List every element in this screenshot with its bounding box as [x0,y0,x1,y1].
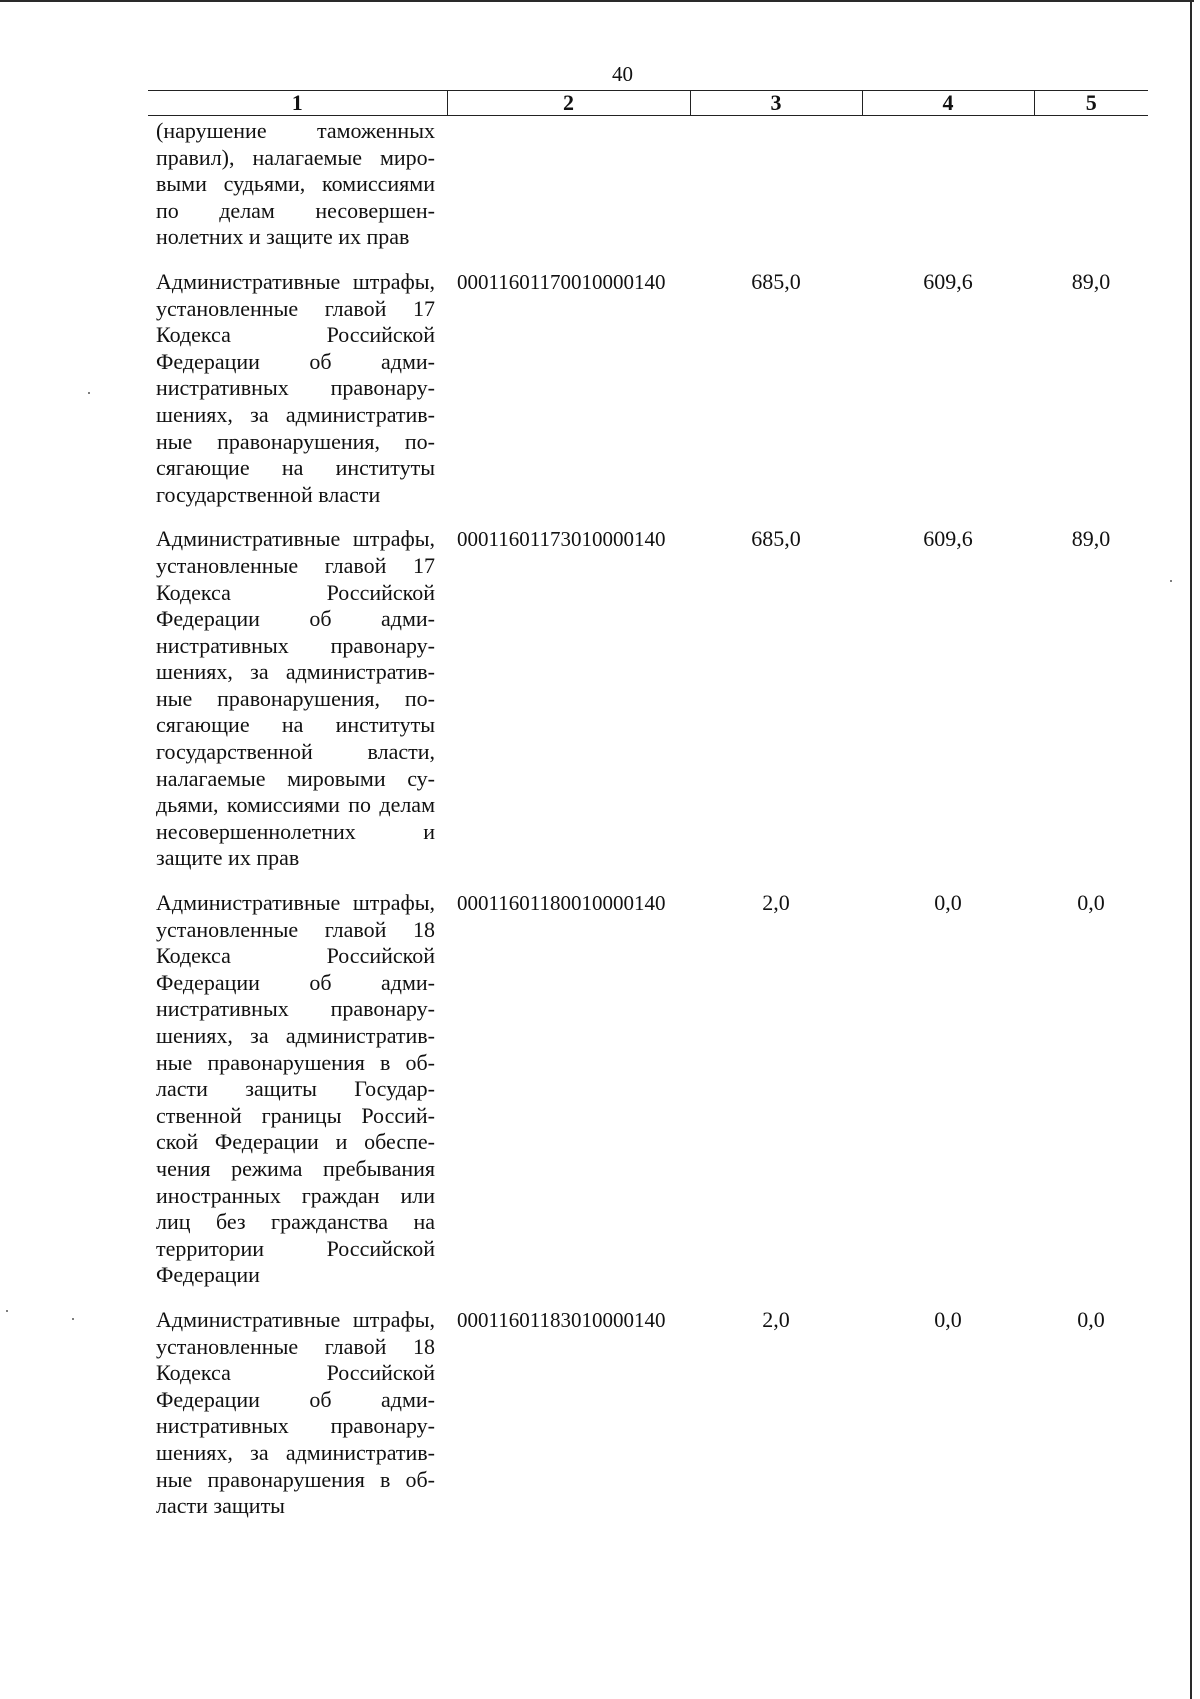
row-value-col5: 89,0 [1071,268,1111,294]
row-code [447,116,690,269]
column-header-2: 2 [447,91,690,116]
row-value-col4: 0,0 [934,1306,962,1332]
column-header-3: 3 [690,91,862,116]
row-code: 00011601170010000140 [457,269,666,294]
row-value-col5: 89,0 [1071,526,1111,552]
table-row [148,526,1148,890]
header-row [148,91,1148,116]
table-row [148,269,1148,526]
budget-table [148,90,1148,1538]
scan-speck [1170,580,1172,582]
row-value-col5 [1034,116,1148,269]
row-description: (нарушение таможенных правил), налагаемые мировыми судьями, комиссиями по делам несовершеннолетних и защите их прав [156,118,435,250]
row-code: 00011601183010000140 [457,1307,666,1332]
row-value-col3: 2,0 [762,1306,790,1332]
scan-speck [6,1310,8,1312]
column-header-4: 4 [862,91,1034,116]
row-value-col4: 609,6 [923,526,973,552]
row-description: Административные штрафы, установленные главой 18 Кодекса Российской Федерации об административных правонарушениях, за административные правонарушения в области защиты [156,1306,435,1519]
row-value-col4 [862,116,1034,269]
table-row [148,1307,1148,1538]
row-value-col5: 0,0 [1077,1306,1105,1332]
scan-right-edge [1190,0,1192,1699]
row-description: Административные штрафы, установленные главой 17 Кодекса Российской Федерации об административных правонарушениях, за административные правонарушения, посягающие на институты государственной власти, налагаемые мировыми судьями, комиссиями по делам несовершеннолетних и защите их прав [156,526,435,871]
page-number: 40 [612,62,633,86]
column-header-1: 1 [148,91,447,116]
row-description: Административные штрафы, установленные главой 18 Кодекса Российской Федерации об административных правонарушениях, за административные правонарушения в области защиты Государственной границы Российской Федерации и обеспечения режима пребывания иностранных граждан или лиц без гражданства на территории Российской Федерации [156,890,435,1288]
column-header-5: 5 [1034,91,1148,116]
scan-speck [88,392,90,394]
row-value-col3: 685,0 [751,526,801,552]
scan-top-edge [0,0,1194,2]
scan-speck [72,1318,74,1320]
row-value-col4: 609,6 [923,268,973,294]
row-code: 00011601180010000140 [457,891,666,916]
table-row [148,890,1148,1307]
row-value-col3: 685,0 [751,268,801,294]
row-code: 00011601173010000140 [457,527,666,552]
row-value-col3: 2,0 [762,890,790,916]
row-value-col3 [690,116,862,269]
table-row [148,116,1148,269]
row-value-col5: 0,0 [1077,890,1105,916]
row-description: Административные штрафы, установленные главой 17 Кодекса Российской Федерации об административных правонарушениях, за административные правонарушения, посягающие на институты государственной власти [156,268,435,507]
row-value-col4: 0,0 [934,890,962,916]
